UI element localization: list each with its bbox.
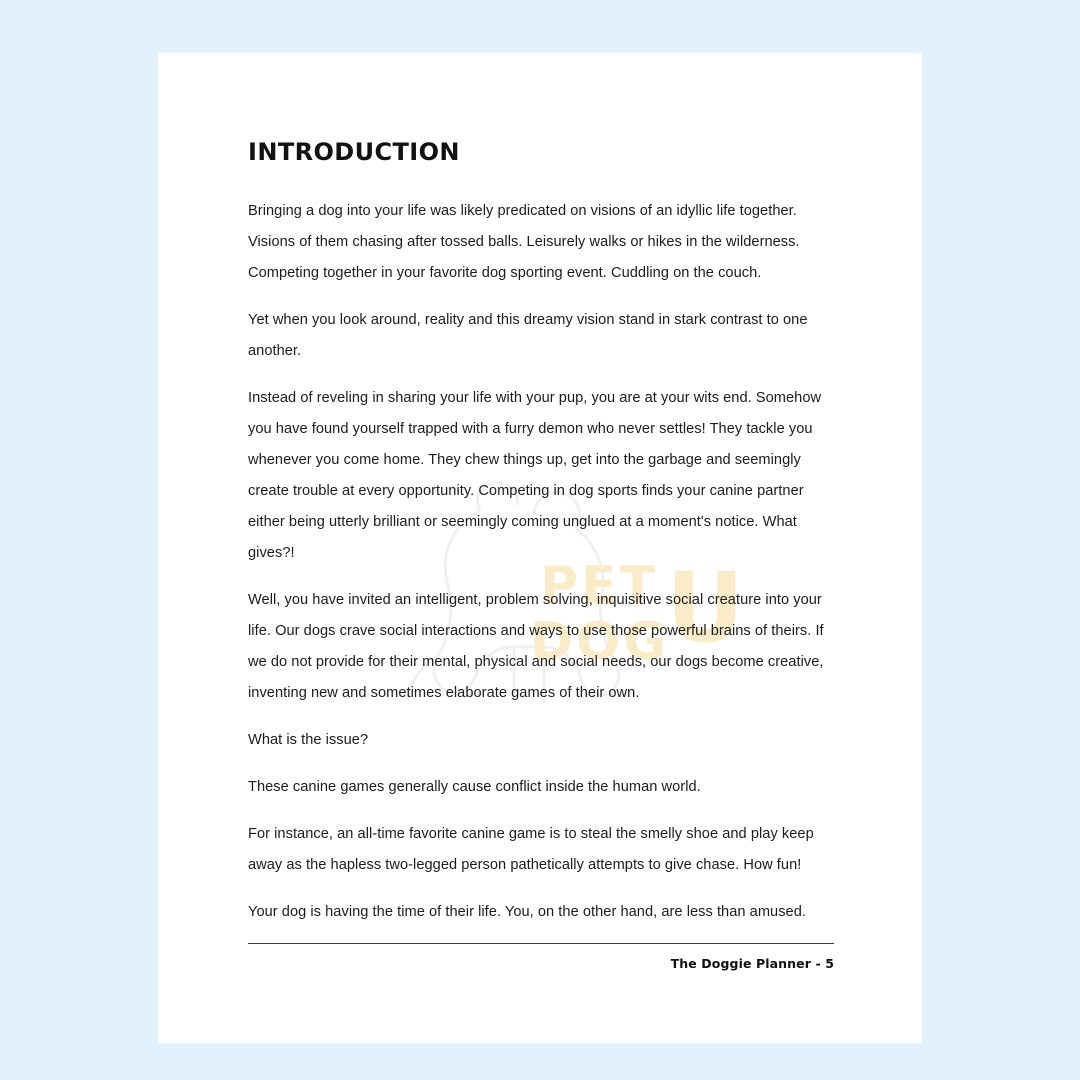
paragraph-1: Bringing a dog into your life was likely predicated on visions of an idyllic life together. Visions of them chasing after tossed balls. Leisurely walks or hikes in the wilderness. Competing together in your favorite dog sporting event. Cuddling on the couch. (248, 203, 800, 281)
document-page (158, 53, 922, 1043)
footer-divider (248, 943, 834, 944)
paragraph-7: For instance, an all-time favorite canine game is to steal the smelly shoe and play keep away as the hapless two-legged person pathetically attempts to give chase. How fun! (248, 826, 814, 873)
paragraph-6: These canine games generally cause conflict inside the human world. (248, 779, 701, 795)
paragraph-8: Your dog is having the time of their life. You, on the other hand, are less than amused. (248, 904, 806, 920)
footer-page-label: The Doggie Planner - 5 (670, 956, 834, 971)
paragraph-3: Instead of reveling in sharing your life with your pup, you are at your wits end. Somehow you have found yourself trapped with a furry demon who never settles! They tackle you whenever you come home. They chew things up, get into the garbage and seemingly create trouble at every opportunity. Competing in dog sports finds your canine partner either being utterly brilliant or seemingly coming unglued at a moment's notice. What gives?! (248, 390, 822, 561)
paragraph-5: What is the issue? (248, 732, 369, 748)
page-title: INTRODUCTION (248, 138, 460, 166)
svg-text:U: U (666, 552, 744, 664)
paragraph-4: Well, you have invited an intelligent, problem solving, inquisitive social creature into your life. Our dogs crave social interactions and ways to use those powerful brains of theirs. If we do not provide for their mental, physical and social needs, our dogs become creative, inventing new and sometimes elaborate games of their own. (248, 592, 824, 701)
svg-text:DOG: DOG (530, 612, 670, 672)
page-footer (248, 943, 834, 971)
paragraph-2: Yet when you look around, reality and this dreamy vision stand in stark contrast to one another. (248, 312, 808, 359)
document-content (248, 138, 834, 944)
svg-text:PET: PET (540, 556, 659, 616)
